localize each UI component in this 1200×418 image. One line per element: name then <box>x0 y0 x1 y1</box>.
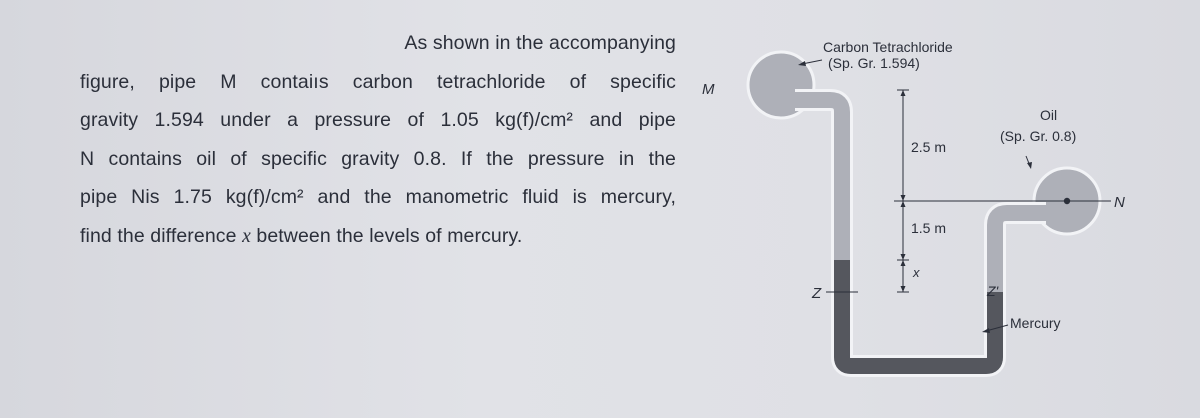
oil-arrow <box>1026 156 1032 169</box>
label-ccl4-line1: Carbon Tetrachloride <box>823 39 953 55</box>
manometer-figure <box>690 20 1160 410</box>
problem-line-5: pipe Nis 1.75 kg(f)/cm² and the manometric fluid is mercury, <box>80 186 676 208</box>
label-z-prime: Z' <box>987 283 999 299</box>
problem-line-6-end: between the levels of mercury. <box>250 224 523 247</box>
label-mercury: Mercury <box>1010 315 1061 331</box>
label-ccl4-line2: (Sp. Gr. 1.594) <box>828 55 920 71</box>
label-oil-line1: Oil <box>1040 107 1058 123</box>
dimension-2-5m <box>897 90 909 201</box>
label-x: x <box>913 265 920 280</box>
problem-line-1: As shown in the accompanying <box>404 32 676 54</box>
problem-line-2: figure, pipe M contaiıs carbon tetrachloride of specific <box>80 70 676 93</box>
label-oil-line2: (Sp. Gr. 0.8) <box>1000 128 1077 144</box>
problem-line-3: gravity 1.594 under a pressure of 1.05 kg(f)/cm² and pipe <box>80 109 676 131</box>
problem-line-6 <box>80 217 676 257</box>
problem-statement <box>80 24 676 256</box>
problem-line-4: N contains oil of specific gravity 0.8. If the pressure in the <box>80 147 676 170</box>
dimension-1-5m <box>897 201 909 260</box>
manometer-diagram <box>690 20 1160 410</box>
label-2-5m: 2.5 m <box>911 139 947 155</box>
label-n: N <box>1114 194 1125 211</box>
problem-line-6-start: find the difference <box>80 224 243 247</box>
label-m: M <box>702 81 715 98</box>
label-z: Z <box>812 285 822 302</box>
label-1-5m: 1.5 m <box>911 220 947 236</box>
variable-x: x <box>242 225 251 247</box>
dimension-x <box>897 260 909 292</box>
